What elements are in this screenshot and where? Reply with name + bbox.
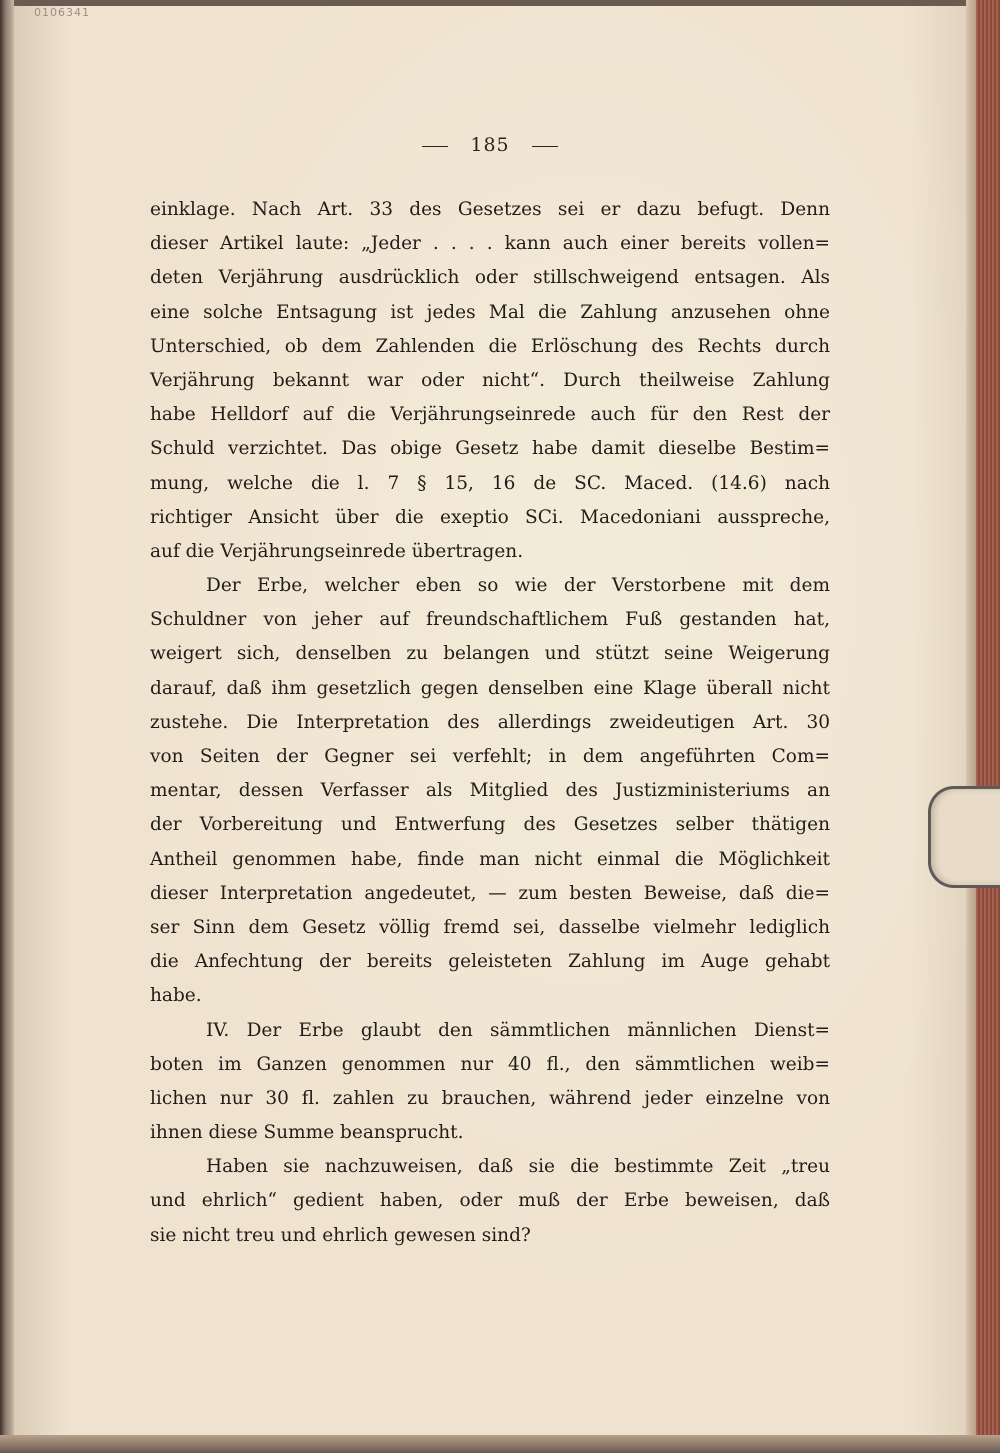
- book-binding-left: [0, 0, 14, 1453]
- text-line: auf die Verjährungseinrede übertragen.: [150, 540, 524, 562]
- page-clip: [928, 786, 1000, 888]
- text-line: lichen nur 30 fl. zahlen zu brauchen, während jeder einzelne von: [150, 1087, 830, 1109]
- header-dash-right: [532, 146, 558, 147]
- text-line: mentar, dessen Verfasser als Mitglied des Justizministeriums an: [150, 780, 830, 802]
- body-text: [150, 193, 830, 1253]
- paragraph: [150, 1014, 830, 1151]
- book-bottom-edge: [0, 1435, 1000, 1453]
- paragraph: [150, 569, 830, 1013]
- text-line: deten Verjährung ausdrücklich oder stillschweigend entsagen. Als: [150, 267, 830, 289]
- text-line: weigert sich, denselben zu belangen und stützt seine Weigerung: [150, 643, 830, 665]
- text-line: richtiger Ansicht über die exeptio SCi. Macedoniani ausspreche,: [150, 506, 830, 528]
- text-line: ser Sinn dem Gesetz völlig fremd sei, dasselbe vielmehr lediglich: [150, 916, 830, 938]
- text-line: habe.: [150, 985, 202, 1007]
- text-line: und ehrlich“ gedient haben, oder muß der Erbe beweisen, daß: [150, 1190, 830, 1212]
- text-line: Verjährung bekannt war oder nicht“. Durch theilweise Zahlung: [150, 369, 830, 391]
- text-line: Schuldner von jeher auf freundschaftlichem Fuß gestanden hat,: [150, 609, 830, 631]
- text-line: ihnen diese Summe beansprucht.: [150, 1122, 464, 1144]
- text-line: mung, welche die l. 7 § 15, 16 de SC. Maced. (14.6) nach: [150, 472, 830, 494]
- page-edge-shadow: [966, 0, 976, 1453]
- header-dash-left: [422, 146, 448, 147]
- text-line: zustehe. Die Interpretation des allerdings zweideutigen Art. 30: [150, 711, 830, 733]
- text-line: die Anfechtung der bereits geleisteten Zahlung im Auge gehabt: [150, 951, 830, 973]
- text-line: sie nicht treu und ehrlich gewesen sind?: [150, 1224, 531, 1246]
- page-header: [14, 134, 966, 156]
- text-line: einklage. Nach Art. 33 des Gesetzes sei er dazu befugt. Denn: [150, 199, 830, 220]
- library-stamp: 0106341: [34, 6, 90, 19]
- text-line: darauf, daß ihm gesetzlich gegen denselben eine Klage überall nicht: [150, 677, 830, 699]
- paragraph: [150, 1150, 830, 1253]
- text-line: Antheil genommen habe, finde man nicht einmal die Möglichkeit: [150, 848, 830, 870]
- paragraph: [150, 193, 830, 569]
- text-line: Haben sie nachzuweisen, daß sie die bestimmte Zeit „treu: [206, 1156, 830, 1178]
- text-line: habe Helldorf auf die Verjährungseinrede auch für den Rest der: [150, 404, 830, 426]
- page-number: 185: [470, 134, 510, 156]
- text-line: dieser Artikel laute: „Jeder . . . . kann auch einer bereits vollen=: [150, 233, 830, 255]
- text-line: dieser Interpretation angedeutet, — zum besten Beweise, daß die=: [150, 882, 830, 904]
- text-line: Der Erbe, welcher eben so wie der Verstorbene mit dem: [206, 575, 830, 597]
- text-line: von Seiten der Gegner sei verfehlt; in dem angeführten Com=: [150, 746, 830, 767]
- book-page: [14, 6, 967, 1436]
- text-line: IV. Der Erbe glaubt den sämmtlichen männlichen Dienst=: [206, 1019, 830, 1041]
- text-line: Schuld verzichtet. Das obige Gesetz habe damit dieselbe Bestim=: [150, 438, 830, 460]
- text-line: der Vorbereitung und Entwerfung des Gesetzes selber thätigen: [150, 814, 830, 836]
- text-line: Unterschied, ob dem Zahlenden die Erlöschung des Rechts durch: [150, 335, 830, 357]
- text-line: boten im Ganzen genommen nur 40 fl., den sämmtlichen weib=: [150, 1053, 830, 1075]
- text-line: eine solche Entsagung ist jedes Mal die Zahlung anzusehen ohne: [150, 301, 830, 323]
